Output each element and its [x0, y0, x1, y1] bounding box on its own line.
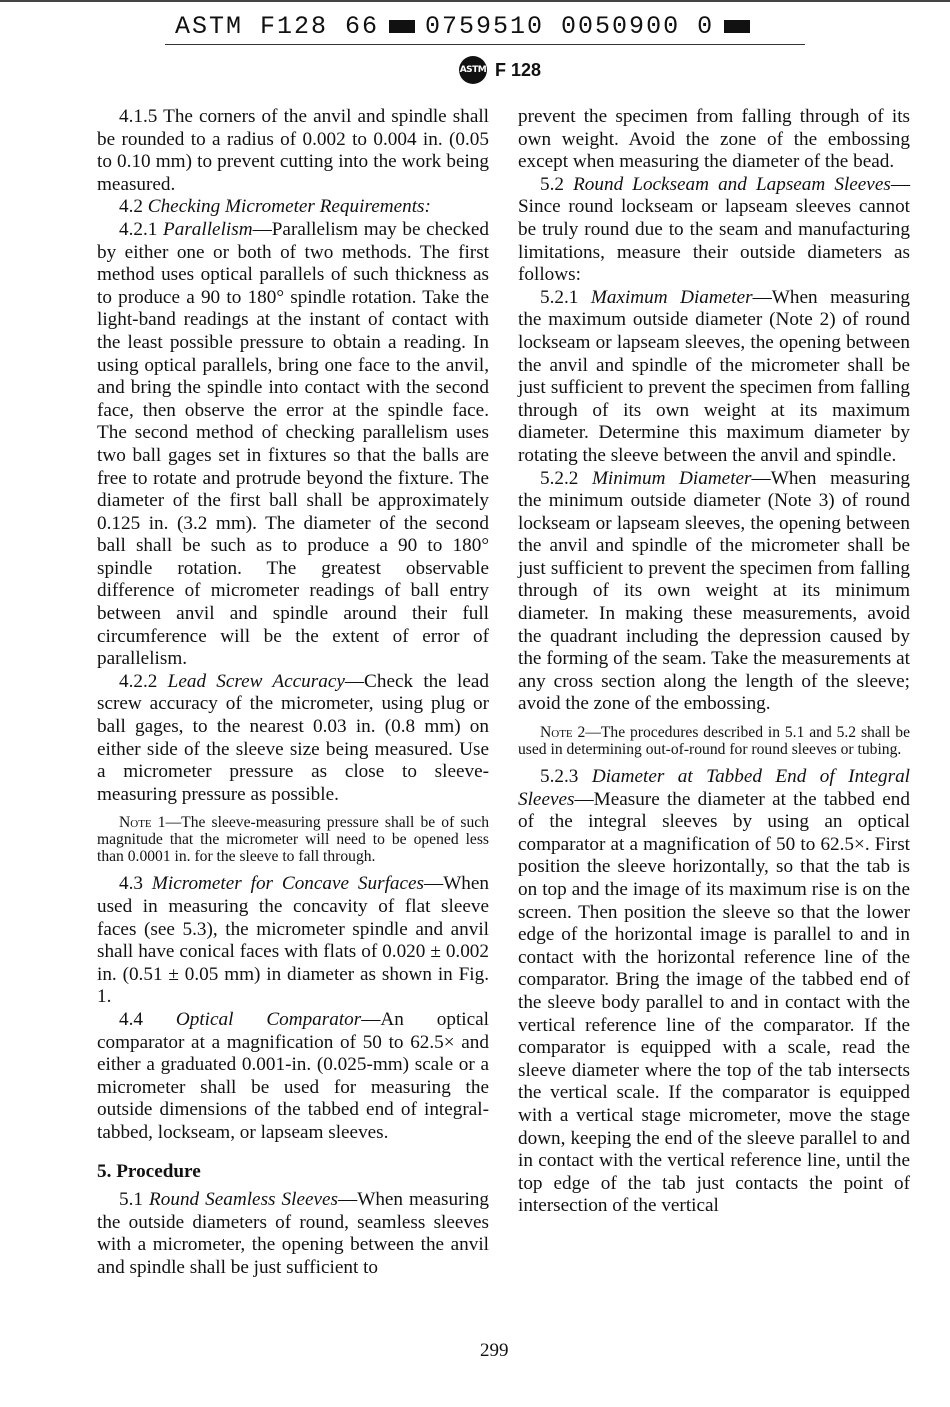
para-text: —Since round lockseam or lapseam sleeves cannot be truly round due to the seam and manufacturing limitations, measure their outside diameters as follows:: [518, 173, 910, 286]
para-title: Parallelism: [163, 218, 253, 240]
para-number: 5.2.2: [540, 467, 592, 489]
astm-logo-icon: ASTM: [459, 56, 487, 84]
para-number: 5.2: [540, 173, 574, 195]
para-5-2: [518, 174, 910, 287]
para-title: Minimum Diameter: [591, 467, 752, 489]
para-4-1-5: 4.1.5 The corners of the anvil and spindle shall be rounded to a radius of 0.002 to 0.004 in. (0.05 to 0.10 mm) to prevent cutting into the work being measured.: [97, 106, 489, 195]
note-1: [97, 814, 489, 865]
document-id-part2: 0759510 0050900 0: [425, 12, 715, 41]
page-top-border: [0, 0, 950, 2]
left-column: [97, 106, 489, 1280]
note-label: Note 1: [119, 814, 166, 832]
para-number: 5.2.1: [540, 286, 591, 308]
header-block-mark-end: [724, 20, 750, 33]
para-number: 4.2.2: [119, 670, 168, 692]
para-4-2-2: [97, 671, 489, 807]
header-rule: [165, 44, 805, 45]
para-4-2-1: [97, 219, 489, 671]
para-5-1-continued: prevent the specimen from falling through of its own weight. Avoid the zone of the embossing except when measuring the diameter of the bead.: [518, 106, 910, 173]
para-title: Micrometer for Concave Surfaces: [151, 873, 424, 895]
para-text: —When used in measuring the concavity of flat sleeve faces (see 5.3), the micrometer spindle and anvil shall have conical faces with flats of 0.020 ± 0.002 in. (0.51 ± 0.05 mm) in diameter as shown in Fig. 1.: [97, 873, 490, 1008]
para-5-1: [97, 1189, 489, 1279]
para-4-2: [97, 196, 489, 219]
right-column: [518, 106, 910, 1218]
para-title: Optical Comparator: [175, 1008, 362, 1030]
standard-designation: F 128: [495, 59, 542, 80]
para-title: Round Seamless Sleeves: [149, 1189, 339, 1211]
para-text: —Measure the diameter at the tabbed end of the integral sleeves by using an optical comparator at a magnification of 50 to 62.5×. First position the sleeve horizontally, so that the tab is on top and the image of its maximum rise is on the screen. Then position the sleeve so that the lower edge of the horizontal image is parallel to and in contact with the horizontal reference line of the comparator. Bring the image of the tabbed end of the sleeve body parallel to and in contact with the vertical reference line of the comparator. If the comparator is equipped with a scale, read the sleeve diameter where the top of the tab intersects the vertical scale. If the comparator is equipped with a vertical stage micrometer, move the stage down, keeping the end of the sleeve parallel to and in contact with the vertical reference line, until the top edge of the tab just contacts the point of intersection of the vertical: [518, 788, 910, 1217]
para-number: 4.2: [119, 196, 148, 218]
para-text: —Parallelism may be checked by either one or both of two methods. The first method uses optical parallels of such thickness as to produce a 90 to 180° spindle rotation. Take the light-band readings at the instant of contact with the least possible pressure to obtain a reading. In using optical parallels, bring one face to the anvil, and bring the spindle into contact with the second face, then observe the error at the spindle face. The second method of checking parallelism uses two ball gages set in fixtures so that the balls are free to rotate and protrude beyond the fixture. The diameter of the first ball shall be approximately 0.125 in. (3.2 mm). The diameter of the second ball shall be such as to produce a 90 to 180° spindle rotation. The greatest observable difference of micrometer readings of ball entry between anvil and spindle around their full circumference will be the extent of error of parallelism.: [97, 218, 489, 670]
header-block-mark: [389, 20, 415, 33]
para-text: —When measuring the minimum outside diameter (Note 3) of round lockseam or lapseam sleeves, the opening between the anvil and spindle of the micrometer shall be just sufficient to prevent the specimen from falling through of its own weight at its minimum diameter. In making these measurements, avoid the quadrant including the depression caused by the forming of the seam. Take the measurements at any cross section along the length of the sleeve; avoid the zone of the embossing.: [518, 467, 911, 715]
para-5-2-1: [518, 287, 910, 468]
para-title: Round Lockseam and Lapseam Sleeves: [573, 173, 891, 195]
page-number: 299: [480, 1340, 509, 1361]
para-4-4: [97, 1009, 489, 1145]
document-id-part1: ASTM F128 66: [175, 12, 380, 41]
para-title: Maximum Diameter: [590, 286, 753, 308]
para-number: 4.2.1: [119, 218, 164, 240]
para-title: Lead Screw Accuracy: [167, 670, 345, 692]
para-text: —When measuring the outside diameters of round, seamless sleeves with a micrometer, the opening between the anvil and spindle shall be just sufficient to: [97, 1189, 489, 1278]
para-text: —An optical comparator at a magnification of 50 to 62.5× and either a graduated 0.001-in. (0.025-mm) scale or a micrometer shall be used for measuring the outside dimensions of the tabbed end of integral-tabbed, lockseam, or lapseam sleeves.: [97, 1008, 489, 1143]
document-id-header: [175, 12, 760, 41]
para-text: —Check the lead screw accuracy of the micrometer, using plug or ball gages, to the nearest 0.03 in. (0.8 mm) on either side of the sleeve size being measured. Use a micrometer pressure as close to sleeve-measuring pressure as possible.: [97, 670, 490, 805]
para-number: 5.2.3: [540, 766, 592, 788]
para-4-3: [97, 873, 489, 1009]
note-label: Note 2: [540, 724, 586, 742]
para-number: 4.4: [119, 1008, 176, 1030]
para-5-2-3: [518, 766, 910, 1218]
para-title: Diameter at Tabbed End of Integral Sleeves: [518, 766, 911, 810]
note-text: —The sleeve-measuring pressure shall be of such magnitude that the micrometer will need to be opened less than 0.0001 in. for the sleeve to fall through.: [97, 814, 489, 866]
note-text: —The procedures described in 5.1 and 5.2 shall be used in determining out-of-round for round sleeves or tubing.: [518, 724, 910, 759]
para-number: 4.3: [119, 873, 152, 895]
standard-designation-row: [459, 56, 541, 84]
section-heading-procedure: 5. Procedure: [97, 1160, 201, 1182]
note-2: [518, 724, 910, 758]
para-5-2-2: [518, 468, 910, 717]
para-title: Checking Micrometer Requirements:: [147, 196, 431, 218]
para-number: 5.1: [119, 1189, 150, 1211]
para-text: —When measuring the maximum outside diameter (Note 2) of round lockseam or lapseam sleeves, the opening between the anvil and spindle of the micrometer shall be just sufficient to prevent the specimen from falling through of its own weight at its maximum diameter. Determine this maximum diameter by rotating the sleeve between the anvil and spindle.: [518, 286, 911, 466]
